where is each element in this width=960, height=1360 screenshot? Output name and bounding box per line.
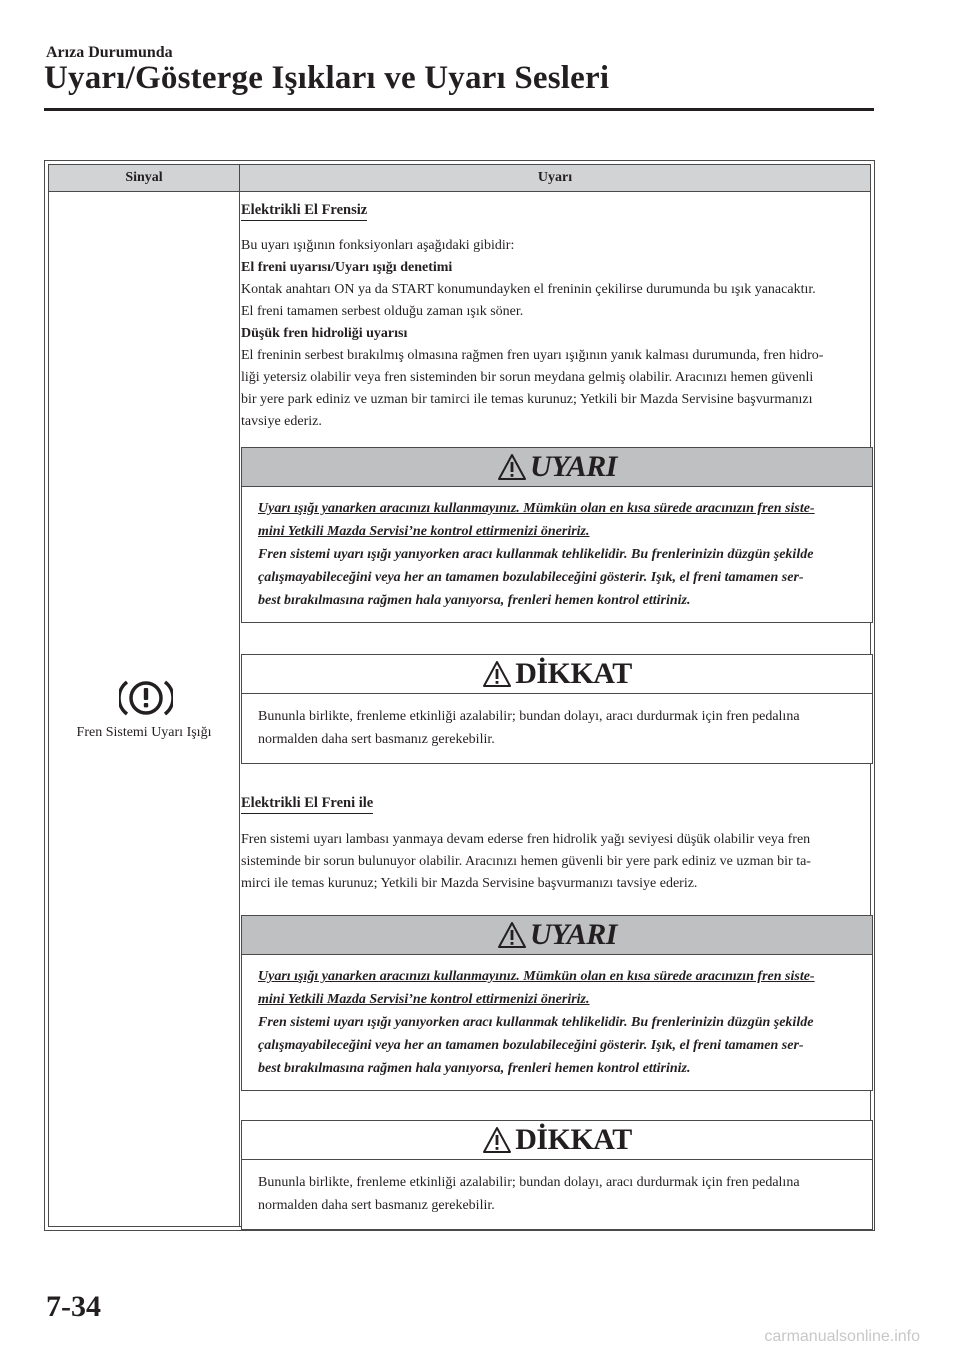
brake-warning-icon bbox=[119, 678, 173, 718]
warning-title: UYARI bbox=[530, 450, 617, 483]
warning-line: mini Yetkili Mazda Servisi’ne kontrol ettirmenizi öneririz. bbox=[258, 524, 590, 539]
header-signal: Sinyal bbox=[125, 170, 163, 185]
header-warning: Uyarı bbox=[537, 170, 573, 185]
warning-triangle-icon bbox=[482, 1126, 512, 1154]
warning-line: mini Yetkili Mazda Servisi’ne kontrol ettirmenizi öneririz. bbox=[258, 992, 590, 1007]
low-fluid-line: bir yere park ediniz ve uzman bir tamirci ile temas kurunuz; Yetkili bir Mazda Servisine başvurmanızı bbox=[241, 392, 813, 407]
intro-line: Bu uyarı ışığının fonksiyonları aşağıdaki gibidir: bbox=[241, 238, 515, 253]
warning-body bbox=[242, 487, 872, 612]
heading-without-epb: Elektrikli El Frensiz bbox=[241, 202, 367, 221]
caution-line: normalden daha sert basmanız gerekebilir. bbox=[258, 732, 495, 747]
table-header bbox=[49, 165, 870, 192]
caution-header bbox=[242, 1121, 872, 1160]
table-frame bbox=[48, 164, 871, 1227]
warning-line: Uyarı ışığı yanarken aracınızı kullanmayınız. Mümkün olan en kısa sürede aracınızın fren siste- bbox=[258, 501, 815, 516]
warning-line: Fren sistemi uyarı ışığı yanıyorken aracı kullanmak tehlikelidir. Bu frenlerinizin düzgün şekilde bbox=[258, 1015, 814, 1030]
warning-line: Uyarı ışığı yanarken aracınızı kullanmayınız. Mümkün olan en kısa sürede aracınızın fren siste- bbox=[258, 969, 815, 984]
epb-line: mirci ile temas kurunuz; Yetkili bir Mazda Servisine başvurmanızı tavsiye ederiz. bbox=[241, 876, 698, 891]
caution-line: Bununla birlikte, frenleme etkinliği azalabilir; bundan dolayı, aracı durdurmak için fren pedalına bbox=[258, 1175, 800, 1190]
section-label: Arıza Durumunda bbox=[46, 44, 173, 61]
warning-title: UYARI bbox=[530, 918, 617, 951]
warning-line: çalışmayabileceğini veya her an tamamen bozulabileceğini gösterir. Işık, el freni tamamen ser- bbox=[258, 1038, 804, 1053]
caution-body bbox=[242, 694, 872, 751]
parking-brake-heading: El freni uyarısı/Uyarı ışığı denetimi bbox=[241, 260, 453, 275]
low-fluid-line: El freninin serbest bırakılmış olmasına rağmen fren uyarı ışığının yanık kalması durumunda, fren hidro- bbox=[241, 348, 824, 363]
parking-line: El freni tamamen serbest olduğu zaman ışık söner. bbox=[241, 304, 524, 319]
caution-title: DİKKAT bbox=[515, 1123, 632, 1156]
caution-box bbox=[241, 1120, 873, 1230]
caution-box bbox=[241, 654, 873, 764]
heading-with-epb: Elektrikli El Freni ile bbox=[241, 795, 373, 814]
warning-line: Fren sistemi uyarı ışığı yanıyorken aracı kullanmak tehlikelidir. Bu frenlerinizin düzgün şekilde bbox=[258, 547, 814, 562]
warning-box bbox=[241, 447, 873, 623]
warning-header bbox=[242, 448, 872, 487]
caution-body bbox=[242, 1160, 872, 1217]
caution-header bbox=[242, 655, 872, 694]
parking-line: Kontak anahtarı ON ya da START konumundayken el freninin çekilirse durumunda bu ışık yanacaktır. bbox=[241, 282, 816, 297]
caution-title: DİKKAT bbox=[515, 657, 632, 690]
watermark: carmanualsonline.info bbox=[764, 1328, 920, 1345]
epb-line: sisteminde bir sorun bulunuyor olabilir. Aracınızı hemen güvenli bir yere park ediniz ve uzman bir ta- bbox=[241, 854, 811, 869]
low-fluid-heading: Düşük fren hidroliği uyarısı bbox=[241, 326, 408, 341]
warning-line: çalışmayabileceğini veya her an tamamen bozulabileceğini gösterir. Işık, el freni tamamen ser- bbox=[258, 570, 804, 585]
low-fluid-line: tavsiye ederiz. bbox=[241, 414, 322, 429]
paragraph-without-epb bbox=[241, 235, 873, 433]
epb-line: Fren sistemi uyarı lambası yanmaya devam ederse fren hidrolik yağı seviyesi düşük olabilir veya fren bbox=[241, 832, 811, 847]
column-divider bbox=[239, 165, 240, 1226]
warning-line: best bırakılmasına rağmen hala yanıyorsa, frenleri hemen kontrol ettiriniz. bbox=[258, 593, 691, 608]
page-number: 7-34 bbox=[46, 1290, 101, 1323]
warning-table bbox=[44, 160, 875, 1231]
caution-line: normalden daha sert basmanız gerekebilir. bbox=[258, 1198, 495, 1213]
warning-triangle-icon bbox=[482, 660, 512, 688]
warning-header bbox=[242, 916, 872, 955]
warning-triangle-icon bbox=[497, 921, 527, 949]
signal-name: Fren Sistemi Uyarı Işığı bbox=[76, 725, 212, 740]
warning-body bbox=[242, 955, 872, 1080]
warning-box bbox=[241, 915, 873, 1091]
warning-line: best bırakılmasına rağmen hala yanıyorsa, frenleri hemen kontrol ettiriniz. bbox=[258, 1061, 691, 1076]
paragraph-with-epb bbox=[241, 829, 873, 895]
low-fluid-line: liği yetersiz olabilir veya fren sisteminden bir sorun meydana gelmiş olabilir. Aracınızı hemen güvenli bbox=[241, 370, 814, 385]
page-title: Uyarı/Gösterge Işıkları ve Uyarı Sesleri bbox=[44, 60, 610, 96]
caution-line: Bununla birlikte, frenleme etkinliği azalabilir; bundan dolayı, aracı durdurmak için fren pedalına bbox=[258, 709, 800, 724]
title-rule bbox=[44, 108, 874, 111]
warning-triangle-icon bbox=[497, 453, 527, 481]
